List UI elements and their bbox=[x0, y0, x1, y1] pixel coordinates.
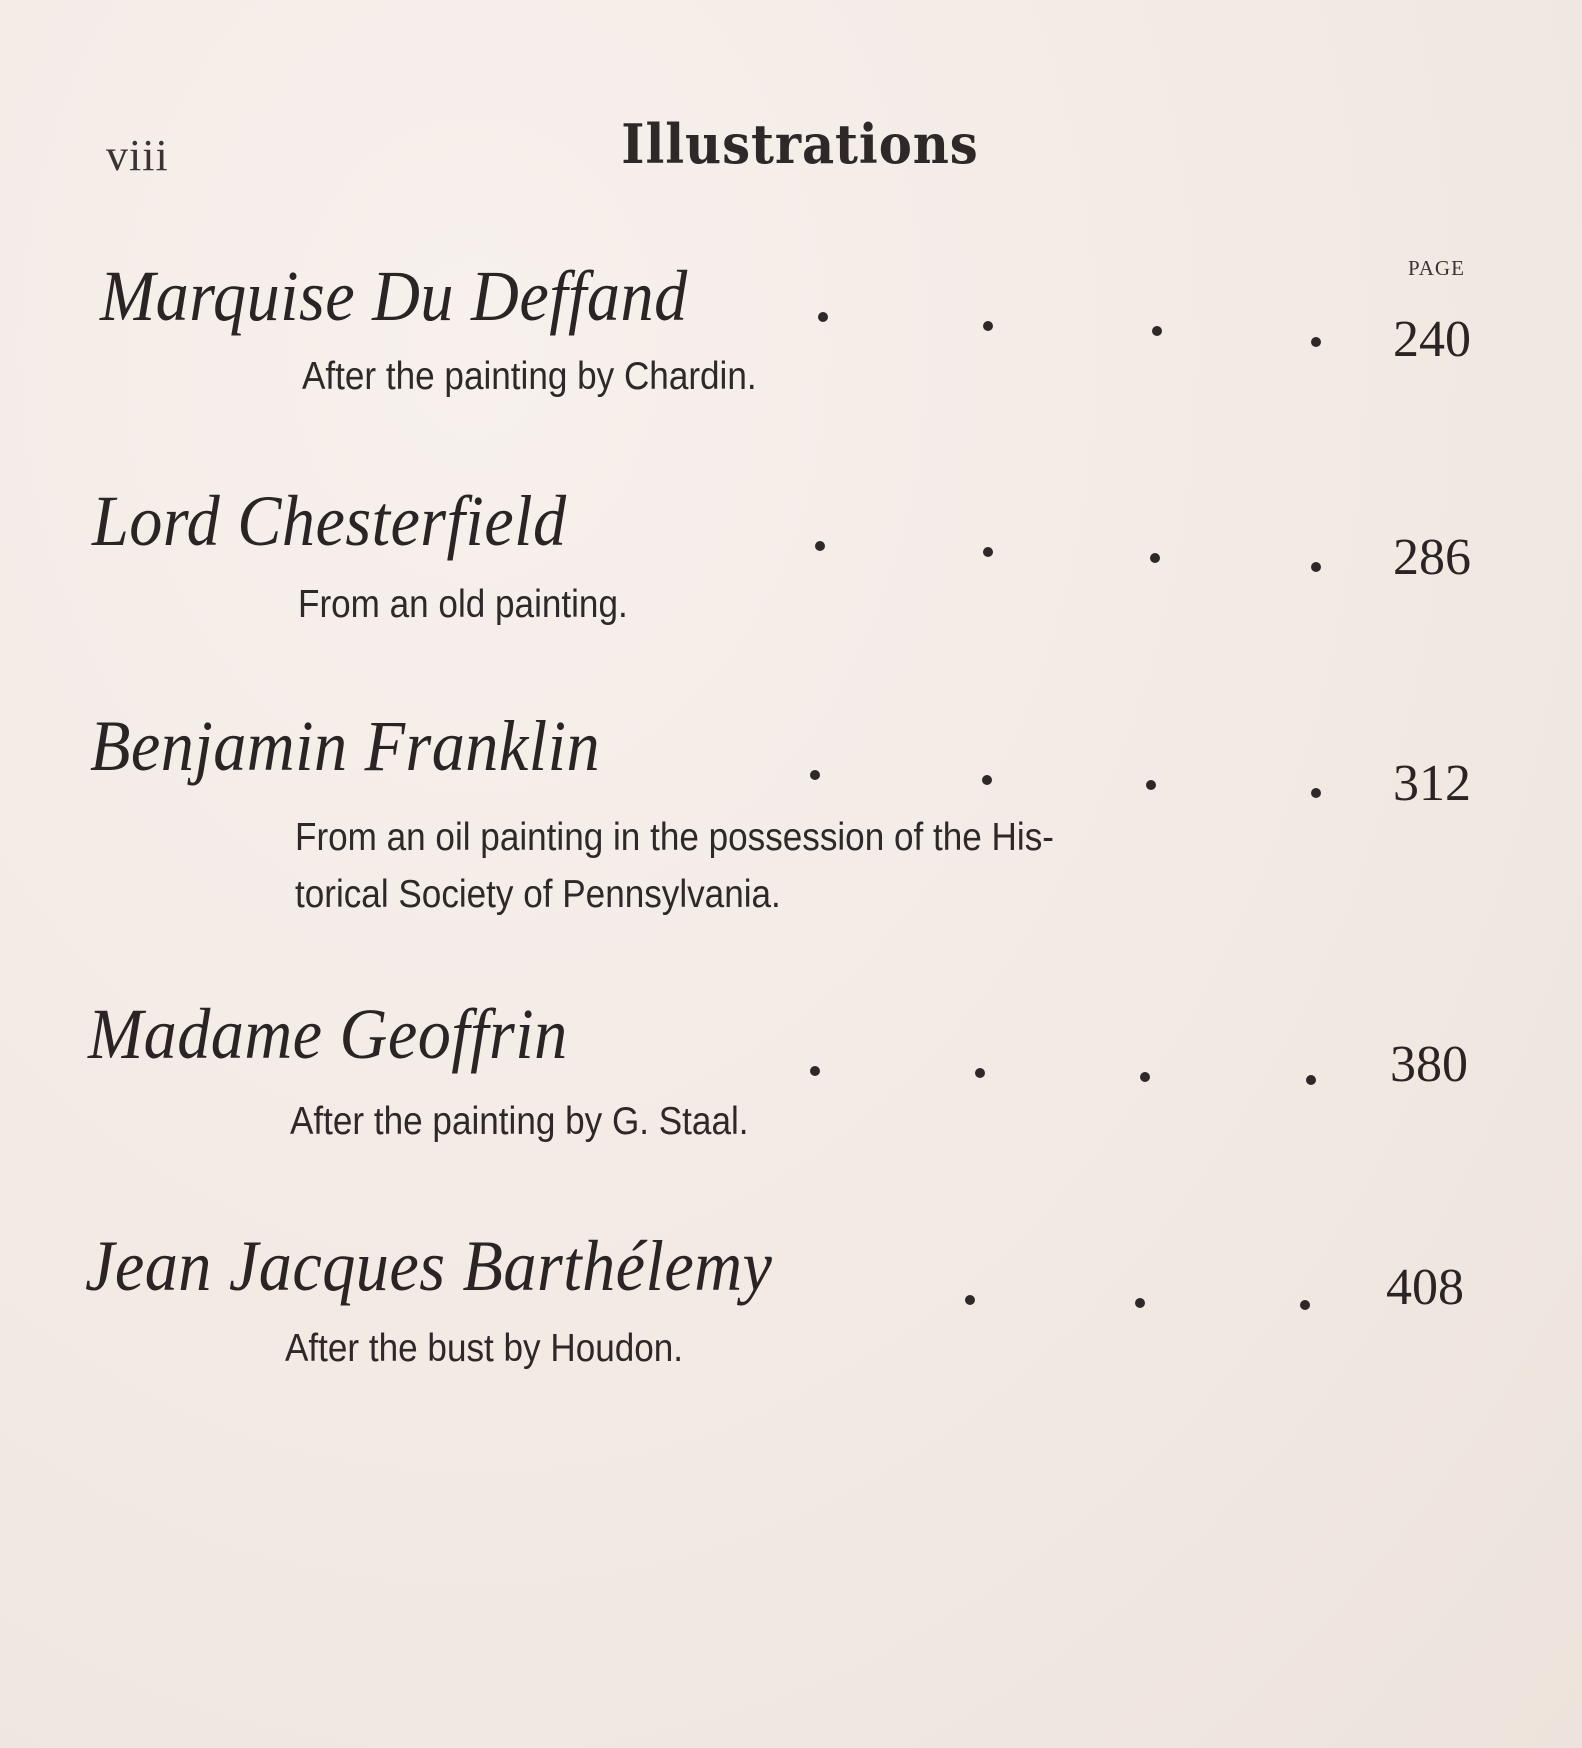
leader-dot bbox=[1135, 1298, 1145, 1308]
page-folio: viii bbox=[106, 131, 169, 180]
entry-caption: After the painting by G. Staal. bbox=[290, 1100, 749, 1143]
leader-dot bbox=[1311, 562, 1321, 572]
entry-title: Benjamin Franklin bbox=[90, 706, 601, 786]
entry-caption: After the bust by Houdon. bbox=[285, 1327, 684, 1370]
page-number: 408 bbox=[1386, 1259, 1464, 1316]
leader-dot bbox=[1152, 326, 1162, 336]
leader-dot bbox=[975, 1068, 985, 1078]
running-head: Illustrations bbox=[621, 112, 979, 176]
leader-dot bbox=[1140, 1072, 1150, 1082]
entry-title: Lord Chesterfield bbox=[92, 481, 567, 561]
leader-dot bbox=[810, 770, 820, 780]
entry-title: Jean Jacques Barthélemy bbox=[85, 1226, 773, 1306]
page-number: 240 bbox=[1393, 311, 1471, 368]
leader-dot bbox=[818, 312, 828, 322]
leader-dot bbox=[1306, 1075, 1316, 1085]
leader-dot bbox=[965, 1295, 975, 1305]
leader-dot bbox=[815, 541, 825, 551]
entry-title: Marquise Du Deffand bbox=[100, 256, 688, 336]
leader-dot bbox=[1150, 553, 1160, 563]
page-number: 312 bbox=[1393, 755, 1471, 812]
leader-dot bbox=[1300, 1300, 1310, 1310]
leader-dot bbox=[1311, 337, 1321, 347]
page-number: 286 bbox=[1393, 529, 1471, 586]
leader-dot bbox=[983, 547, 993, 557]
entry-title: Madame Geoffrin bbox=[88, 994, 568, 1074]
entry-caption: From an old painting. bbox=[298, 583, 628, 626]
leader-dot bbox=[982, 775, 992, 785]
leader-dot bbox=[1311, 788, 1321, 798]
entry-caption-line-1: From an oil painting in the possession of the His- bbox=[295, 816, 1054, 859]
page-column-label: PAGE bbox=[1408, 256, 1465, 280]
page-number: 380 bbox=[1390, 1036, 1468, 1093]
leader-dot bbox=[810, 1066, 820, 1076]
entry-caption: After the painting by Chardin. bbox=[302, 355, 757, 398]
entry-caption-line-2: torical Society of Pennsylvania. bbox=[295, 873, 781, 916]
leader-dot bbox=[983, 321, 993, 331]
leader-dot bbox=[1146, 780, 1156, 790]
